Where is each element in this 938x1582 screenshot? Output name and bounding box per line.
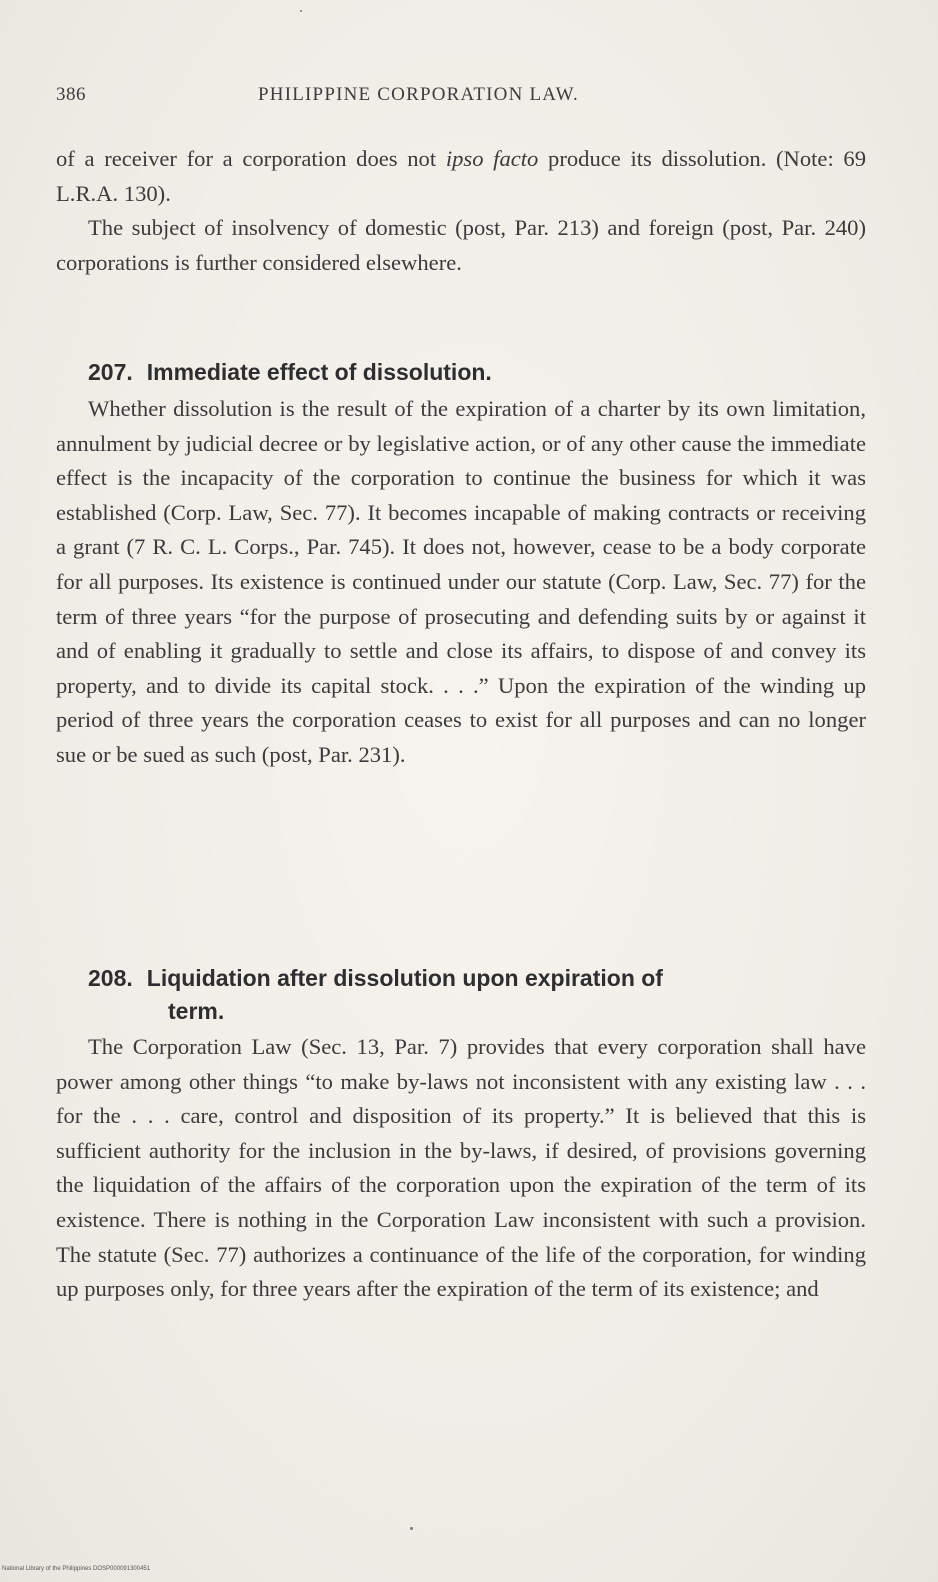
section-208-heading xyxy=(88,962,878,1028)
section-208-body xyxy=(56,1030,866,1307)
intro-p1-start: of a receiver for a corporation does not xyxy=(56,146,446,171)
intro-text xyxy=(56,142,866,280)
section-207-number: 207. xyxy=(88,359,133,385)
intro-p1-end: produce its dissolution. (Note: 69 L.R.A. 130). xyxy=(56,146,867,206)
running-title: PHILIPPINE CORPORATION LAW. xyxy=(258,84,579,105)
section-208-number: 208. xyxy=(88,965,133,991)
intro-p1-italic: ipso facto xyxy=(445,146,539,171)
scan-footer-note: National Library of the Philippines DOSP000091300451 xyxy=(2,1566,151,1572)
section-207-heading xyxy=(88,356,878,389)
section-207-body xyxy=(56,392,866,773)
intro-paragraph-1 xyxy=(56,142,866,211)
section-207-paragraph: Whether dissolution is the result of the expiration of a charter by its own limitation, annulment by judicial decree or by legislative action, or of any other cause the immediate effect is the incapacity of the corporation to continue the business for which it was established (Corp. Law, Sec. 77). It becomes incapable of making contracts or receiving a grant (7 R. C. L. Corps., Par. 745). It does not, however, cease to be a body corporate for all purposes. Its existence is continued under our statute (Corp. Law, Sec. 77) for the term of three years “for the purpose of prosecuting and defending suits by or against it and of enabling it gradually to settle and close its affairs, to dispose of and convey its property, and to divide its capital stock. . . .” Upon the expiration of the winding up period of three years the corporation ceases to exist for all purposes and can no longer sue or be sued as such (post, Par. 231). xyxy=(56,396,866,767)
section-208-paragraph: The Corporation Law (Sec. 13, Par. 7) provides that every corporation shall have power among other things “to make by-laws not inconsistent with any existing law . . . for the . . . care, control and disposition of its property.” It is believed that this is sufficient authority for the inclusion in the by-laws, if desired, of provisions governing the liquidation of the affairs of the corporation upon the expiration of the term of its existence. There is nothing in the Corporation Law inconsistent with such a provision. The statute (Sec. 77) authorizes a continuance of the life of the corporation, for winding up purposes only, for three years after the expiration of the term of its existence; and xyxy=(56,1034,866,1302)
page-number: 386 xyxy=(56,84,86,105)
section-208-title-line-1: Liquidation after dissolution upon expiration of xyxy=(146,965,663,991)
intro-paragraph-2: The subject of insolvency of domestic (post, Par. 213) and foreign (post, Par. 240) corporations is further considered elsewhere. xyxy=(56,215,866,275)
section-207-title: Immediate effect of dissolution. xyxy=(146,359,492,385)
paper-speck-top xyxy=(300,10,302,12)
section-208-title-line-2: term. xyxy=(168,998,225,1024)
page-header xyxy=(56,84,876,114)
paper-speck xyxy=(410,1527,413,1530)
